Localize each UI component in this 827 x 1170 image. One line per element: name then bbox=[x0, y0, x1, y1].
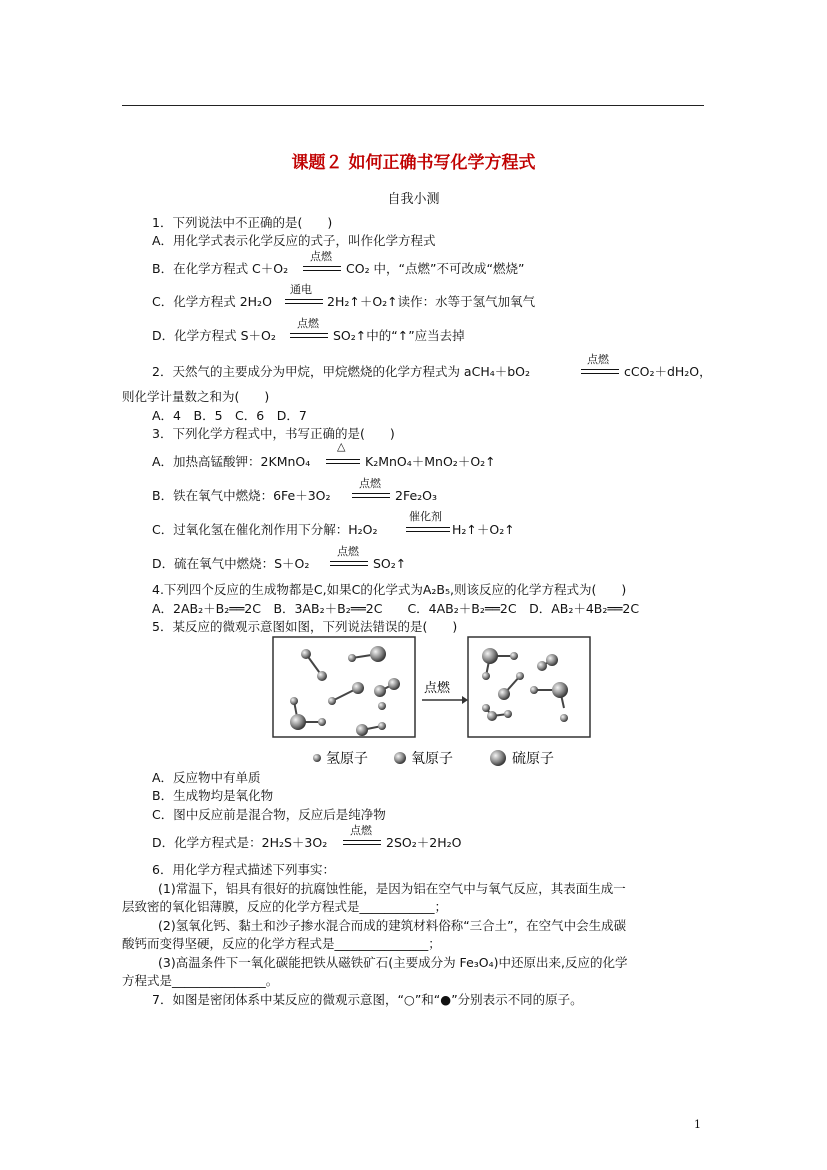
q3-option-a-post: K₂MnO₄＋MnO₂＋O₂↑ bbox=[365, 454, 496, 469]
q2-stem-line2: 则化学计量数之和为( ) bbox=[122, 389, 270, 404]
q1-c-condition: 通电 bbox=[290, 283, 312, 296]
q6-part2-line1: (2)氢氧化钙、黏土和沙子掺水混合而成的建筑材料俗称“三合土”，在空气中会生成碳 bbox=[158, 918, 627, 933]
reaction-diagram bbox=[272, 636, 592, 770]
q5-option-b: B．生成物均是氧化物 bbox=[152, 788, 274, 803]
q2-condition: 点燃 bbox=[587, 353, 609, 366]
q4-options: A．2AB₂＋B₂══2C B．3AB₂＋B₂══2C C．4AB₂＋B₂══2C D．AB₂＋4B₂══2C bbox=[152, 601, 640, 616]
q6-part3-line1: (3)高温条件下一氧化碳能把铁从磁铁矿石(主要成分为 Fe₃O₄)中还原出来,反应的化学 bbox=[158, 955, 628, 970]
q5-stem: 5．某反应的微观示意图如图，下列说法错误的是( ) bbox=[152, 619, 458, 634]
q1-c-equals bbox=[285, 299, 323, 304]
q1-stem: 1．下列说法中不正确的是( ) bbox=[152, 215, 333, 230]
reaction-diagram-svg bbox=[272, 636, 592, 770]
q6-part1-line2: 层致密的氧化铝薄膜，反应的化学方程式是____________； bbox=[122, 899, 448, 914]
q1-option-c-pre: C．化学方程式 2H₂O bbox=[152, 294, 272, 309]
q3-c-condition: 催化剂 bbox=[409, 510, 442, 523]
q3-a-equals bbox=[326, 459, 360, 464]
q5-option-d-pre: D．化学方程式是：2H₂S＋3O₂ bbox=[152, 835, 328, 850]
q3-d-equals bbox=[330, 561, 368, 566]
q3-option-b-pre: B．铁在氧气中燃烧：6Fe＋3O₂ bbox=[152, 488, 331, 503]
q1-option-a: A．用化学式表示化学反应的式子，叫作化学方程式 bbox=[152, 233, 436, 248]
q5-d-equals bbox=[343, 840, 381, 845]
q4-stem: 4.下列四个反应的生成物都是C,如果C的化学式为A₂B₅,则该反应的化学方程式为( ) bbox=[152, 582, 627, 597]
q3-b-equals bbox=[352, 493, 390, 498]
q5-d-condition: 点燃 bbox=[350, 824, 372, 837]
legend-hydrogen-atom bbox=[313, 754, 321, 762]
legend-sulfur-atom bbox=[490, 750, 506, 766]
legend-oxygen-label: 氧原子 bbox=[411, 751, 453, 767]
section-subtitle: 自我小测 bbox=[387, 192, 440, 207]
q1-d-condition: 点燃 bbox=[297, 317, 319, 330]
q2-stem-post: cCO₂＋dH₂O， bbox=[624, 364, 712, 379]
q1-option-d-pre: D．化学方程式 S＋O₂ bbox=[152, 328, 276, 343]
q3-option-b-post: 2Fe₂O₃ bbox=[395, 488, 438, 503]
q6-stem: 6．用化学方程式描述下列事实： bbox=[152, 862, 335, 877]
q2-options: A．4 B．5 C．6 D．7 bbox=[152, 408, 307, 423]
q5-option-c: C．图中反应前是混合物，反应后是纯净物 bbox=[152, 807, 386, 822]
q5-option-a: A．反应物中有单质 bbox=[152, 770, 261, 785]
q2-stem: 2．天然气的主要成分为甲烷，甲烷燃烧的化学方程式为 aCH₄＋bO₂ bbox=[152, 364, 531, 379]
q6-part2-line2: 酸钙而变得坚硬，反应的化学方程式是_______________； bbox=[122, 936, 441, 951]
q3-c-equals bbox=[406, 527, 450, 532]
q2-equals bbox=[581, 369, 619, 374]
q1-option-d-post: SO₂↑中的“↑”应当去掉 bbox=[333, 328, 465, 343]
arrow-label: 点燃 bbox=[424, 681, 451, 696]
header-rule bbox=[122, 105, 704, 106]
q1-option-c-post: 2H₂↑＋O₂↑读作：水等于氢气加氧气 bbox=[327, 294, 536, 309]
page-title: 课题２ 如何正确书写化学方程式 bbox=[291, 153, 536, 173]
arrow-head bbox=[462, 696, 468, 704]
q3-stem: 3．下列化学方程式中，书写正确的是( ) bbox=[152, 426, 395, 441]
q1-d-equals bbox=[290, 333, 328, 338]
legend-sulfur-label: 硫原子 bbox=[512, 751, 554, 767]
q1-option-b-pre: B．在化学方程式 C＋O₂ bbox=[152, 261, 289, 276]
q3-d-condition: 点燃 bbox=[337, 545, 359, 558]
legend-oxygen-atom bbox=[394, 752, 406, 764]
q1-option-b-post: CO₂ 中，“点燃”不可改成“燃烧” bbox=[346, 261, 525, 276]
q6-part1-line1: (1)常温下，铝具有很好的抗腐蚀性能，是因为铝在空气中与氧气反应，其表面生成一 bbox=[158, 881, 626, 896]
q3-option-d-pre: D．硫在氧气中燃烧：S＋O₂ bbox=[152, 556, 310, 571]
q3-a-condition: △ bbox=[337, 440, 346, 453]
q7-stem: 7．如图是密闭体系中某反应的微观示意图，“○”和“●”分别表示不同的原子。 bbox=[152, 992, 583, 1007]
legend-hydrogen-label: 氢原子 bbox=[326, 751, 368, 767]
q6-part3-line2: 方程式是_______________。 bbox=[122, 973, 279, 988]
q1-b-condition: 点燃 bbox=[310, 250, 332, 263]
q3-option-c-post: H₂↑＋O₂↑ bbox=[452, 522, 515, 537]
q3-b-condition: 点燃 bbox=[359, 477, 381, 490]
page-number: 1 bbox=[694, 1118, 701, 1131]
q3-option-a-pre: A．加热高锰酸钾：2KMnO₄ bbox=[152, 454, 311, 469]
q3-option-c-pre: C．过氧化氢在催化剂作用下分解：H₂O₂ bbox=[152, 522, 378, 537]
q5-option-d-post: 2SO₂＋2H₂O bbox=[386, 835, 462, 850]
q3-option-d-post: SO₂↑ bbox=[373, 556, 407, 571]
q1-b-equals bbox=[303, 266, 341, 271]
